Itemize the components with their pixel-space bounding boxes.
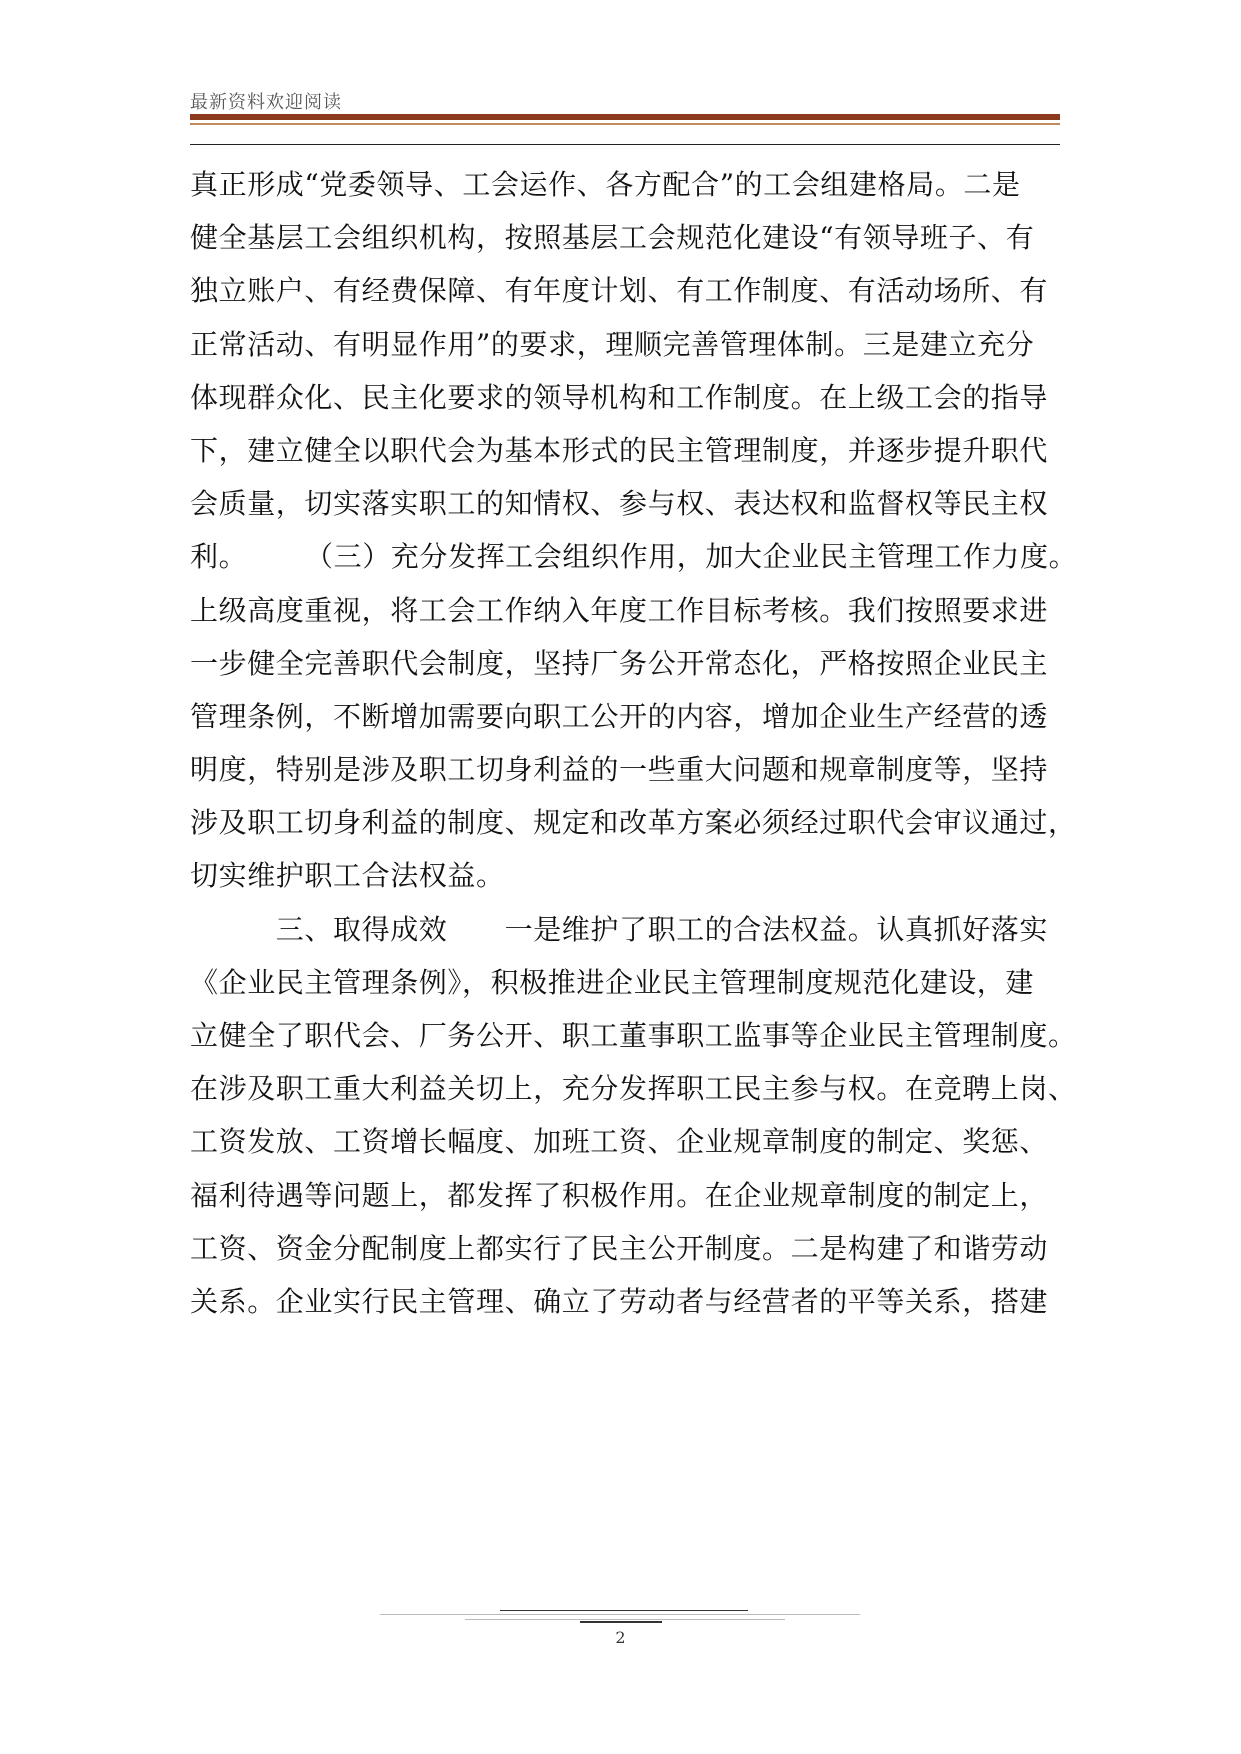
body-line: 体现群众化、民主化要求的领导机构和工作制度。在上级工会的指导 [190, 380, 1049, 414]
body-line: 上级高度重视，将工会工作纳入年度工作目标考核。我们按照要求进 [190, 593, 1049, 627]
body-line: 立健全了职代会、厂务公开、职工董事职工监事等企业民主管理制度。 [190, 1019, 1077, 1052]
body-line: 福利待遇等问题上，都发挥了积极作用。在企业规章制度的制定上， [190, 1178, 1049, 1212]
footer-rule [380, 1614, 860, 1615]
body-line: 切实维护职工合法权益。 [190, 859, 505, 893]
body-line: 涉及职工切身利益的制度、规定和改革方案必须经过职代会审议通过， [190, 806, 1077, 840]
header-rule-thin [190, 123, 1060, 125]
body-line: 下，建立健全以职代会为基本形式的民主管理制度，并逐步提升职代 [190, 433, 1049, 467]
body-line: 健全基层工会组织机构，按照基层工会规范化建设“有领导班子、有 [190, 221, 1035, 255]
body-line: 正常活动、有明显作用”的要求，理顺完善管理体制。三是建立充分 [190, 327, 1035, 361]
footer-rule [500, 1610, 748, 1611]
body-line: 会质量，切实落实职工的知情权、参与权、表达权和监督权等民主权 [190, 487, 1049, 521]
body-line: 工资、资金分配制度上都实行了民主公开制度。二是构建了和谐劳动 [190, 1231, 1049, 1265]
body-line: 明度，特别是涉及职工切身利益的一些重大问题和规章制度等，坚持 [190, 753, 1049, 787]
body-line: 一步健全完善职代会制度，坚持厂务公开常态化，严格按照企业民主 [190, 646, 1049, 680]
footer-rule [465, 1619, 785, 1620]
body-line: 关系。企业实行民主管理、确立了劳动者与经营者的平等关系，搭建 [190, 1284, 1049, 1318]
header-text: 最新资料欢迎阅读 [190, 92, 342, 113]
body-line: 真正形成“党委领导、工会运作、各方配合”的工会组建格局。二是 [190, 168, 1021, 201]
body-line: 三、取得成效 一是维护了职工的合法权益。认真抓好落实 [190, 912, 1049, 946]
body-line: 在涉及职工重大利益关切上，充分发挥职工民主参与权。在竞聘上岗、 [190, 1072, 1077, 1106]
body-line: 管理条例，不断增加需要向职工公开的内容，增加企业生产经营的透 [190, 699, 1049, 733]
page-number: 2 [615, 1628, 626, 1647]
body-line: 利。 （三）充分发挥工会组织作用，加大企业民主管理工作力度。 [190, 540, 1078, 574]
body-line: 《企业民主管理条例》，积极推进企业民主管理制度规范化建设，建 [190, 965, 1035, 999]
body-line: 独立账户、有经费保障、有年度计划、有工作制度、有活动场所、有 [190, 274, 1049, 308]
document-body [190, 158, 1078, 1328]
header-rule-thick [190, 114, 1060, 120]
body-line: 工资发放、工资增长幅度、加班工资、企业规章制度的制定、奖惩、 [190, 1125, 1049, 1159]
footer-rule [580, 1621, 662, 1623]
header-rule-under [190, 144, 1060, 145]
